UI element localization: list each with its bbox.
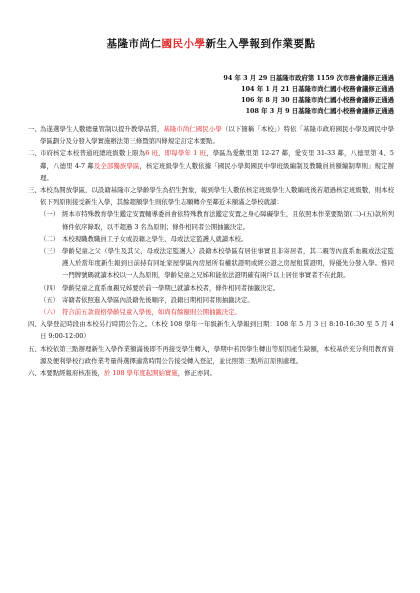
- clause-text: 本校為開放學區，以設籍基隆市之學齡學生為招生對象，報到學生人數依核定班級學生人數編班後若超過核定班級數，則本校依下列原則接受新生入學，其餘超額學生則依學生志願轉介至鄰近未額滿之學校就讀：: [40, 186, 394, 207]
- document-title: [28, 36, 394, 51]
- class-count-highlight: 6 班、即每學年 1 班: [145, 149, 207, 158]
- clause-text: [40, 147, 394, 184]
- clause-text-part: ，修正亦同。: [177, 369, 217, 378]
- sub-clause-6: [40, 306, 394, 318]
- amendment-history: [28, 73, 394, 117]
- sub-clause-1: [40, 208, 394, 232]
- clause-number: 五、: [28, 344, 41, 353]
- clause-4: [28, 318, 394, 342]
- clause-number: 四、: [28, 320, 41, 329]
- amendment-line: 94 年 3 月 29 日基隆市政府第 1159 次市務會議修正通過: [223, 74, 394, 82]
- title-part: 基隆市尚仁: [106, 38, 162, 50]
- sub-clause-number: （五）: [40, 295, 60, 304]
- sub-clause-number: （三）: [40, 247, 60, 256]
- clause-number: 三、: [28, 186, 41, 195]
- clause-text: [40, 367, 394, 379]
- sub-clause-5: [40, 294, 394, 306]
- clause-text-part: 為遂選學生人數總量管制以提升教學品質，: [40, 125, 164, 133]
- clause-3: [28, 184, 394, 208]
- clause-text: [40, 123, 394, 147]
- clause-number: 二、: [28, 149, 41, 158]
- amendment-line: 106 年 8 月 30 日基隆市尚仁國小校務會議修正通過: [241, 96, 394, 104]
- clause-text: 入學登記時段由本校另行時間公告之。（本校 108 學年一年級新生入學報到日期：108 年 5 月 3 日 8:10-16:30 至 5 月 4 日 9:00-12:00）: [40, 320, 394, 341]
- clause-5: [28, 343, 394, 367]
- sub-clause-text: 經本市特殊教育學生鑑定安置輔導委員會依特殊教育法鑑定安置之身心障礙學生，且依照本作業要點第(二)-(五)款所列條件依序錄取，以不超過 3 名為原則；條件相同者公開抽籤決定。: [62, 210, 394, 231]
- sub-clause-number: （四）: [40, 283, 60, 292]
- sub-clause-4: [40, 282, 394, 294]
- title-school-type: 國民小學: [161, 38, 206, 50]
- district-highlight: 及全部獨族學區: [93, 161, 140, 170]
- clause-2: [28, 147, 394, 184]
- clause-1: [28, 123, 394, 147]
- regulation-body: [28, 123, 394, 379]
- amendment-line: 108 年 3 月 9 日基隆市尚仁國小校務會議修正通過: [245, 107, 394, 115]
- sub-clause-text: 學齡兒童之直系血親兄姊要於前一學期已就讀本校者，條件相同者抽籤決定。: [62, 283, 280, 292]
- sub-clause-number: （六）: [40, 308, 60, 317]
- sub-clause-text: 本校現職教職員工子女或設籍之學生、母或法定監護人就讀本校。: [62, 234, 248, 243]
- clause-text-part: ，核定班級學生人數依據「國民小學與國民中學班級編制及教職員員額編制準則」規定辦理。: [40, 161, 395, 182]
- school-name-highlight: 基隆市尚仁國民小學: [163, 125, 222, 133]
- effective-date-highlight: 於 108 學年度起開始實施: [103, 369, 178, 378]
- sub-clause-2: [40, 233, 394, 245]
- title-part: 新生入學報到作業要點: [205, 38, 316, 50]
- sub-clause-text: 符合前五款資格學齡兒童入學後，如尚有餘額則公開抽籤決定。: [62, 308, 241, 317]
- sub-clause-3: [40, 245, 394, 282]
- clause-text-part: 市府核定本校普通班總班級數上限為: [40, 149, 146, 158]
- clause-number: 六、: [28, 369, 41, 378]
- clause-number: 一、: [28, 125, 41, 133]
- amendment-line: 104 年 1 月 21 日基隆市尚仁國小校務會議修正通過: [241, 85, 394, 93]
- clause-text-part: ，學區為愛歡里第 12-27 鄰，愛安里 31-33 鄰，八德里第 4、5 鄰，八德里 4-7 鄰: [40, 149, 395, 170]
- sub-clause-text: 寄籍者依照進入學區內設籍先後順序，設籍日期相同者則抽籤決定。: [62, 295, 254, 304]
- sub-clause-number: （二）: [40, 234, 60, 243]
- clause-text-part: （以下簡稱「本校」）特依「基隆市政府國民小學及國民中學學區劃分及分發入學實施辦法第三條暨第四條規定訂定本要點。: [40, 125, 394, 146]
- clause-text: 本校依第三點辦理新生入學作業額滿後即不再接受學生轉入，學期中若因學生轉出等原因產生缺額，本校基於充分利用教育資源及便利學校行政作業考量得選擇適當時間公告接受轉入登記，並比照第三點所訂原則處理。: [40, 344, 394, 365]
- sub-clause-text: 學齡兒童之父（學生及其父、母或法定監護人）設籍本校學區有居住事實且非寄居者，其二親等內直系血親或法定監護人於當年度新生報到日前持有同址家屋學區內房屋所有權狀證明或經公證之房屋租賃證明，得優先分發入學。惟同一門牌號碼就讀本校以一人為原則，學齡兒童之兄姊和能依法證明確有兩戶以上居住事實者不在此限。: [62, 247, 394, 280]
- clause-6: [28, 367, 394, 379]
- sub-clause-number: （一）: [40, 210, 60, 219]
- clause-text-part: 本要點經報府核准後，: [40, 369, 104, 378]
